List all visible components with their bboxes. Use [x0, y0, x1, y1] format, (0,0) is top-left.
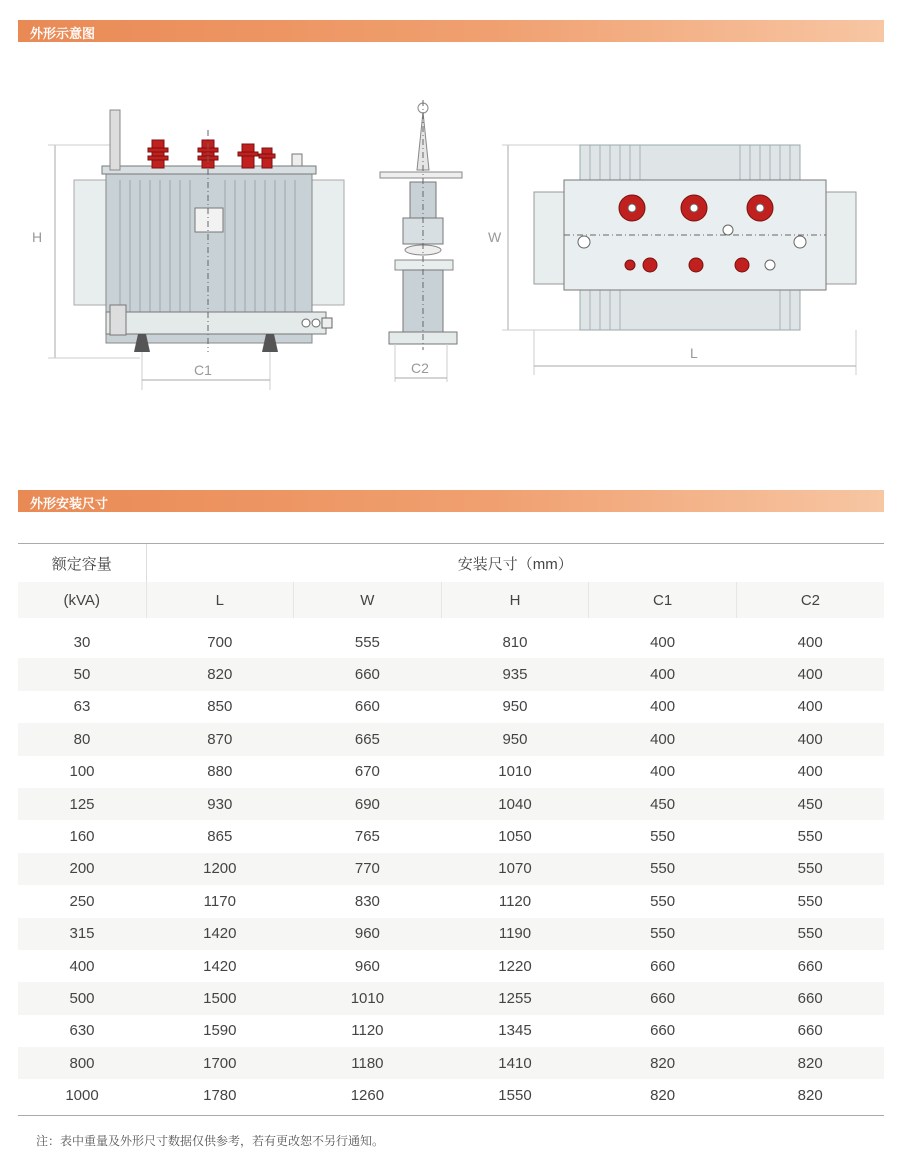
dimension-cell: 930 [146, 788, 294, 820]
dimension-cell: 550 [589, 853, 737, 885]
column-header-c2: C2 [736, 582, 884, 618]
dimension-cell: 880 [207, 763, 233, 781]
front-view-diagram [30, 90, 360, 390]
table-header-row-1 [18, 544, 884, 582]
rated-capacity-cell: 500 [18, 982, 146, 1014]
table-row [18, 658, 884, 690]
rated-capacity-cell: 200 [18, 853, 146, 885]
dimension-cell: 770 [294, 853, 442, 885]
dimension-cell: 1500 [146, 982, 294, 1014]
column-header-c1: C1 [589, 582, 737, 618]
section-header-outline [18, 20, 884, 42]
dimension-cell: 660 [650, 1022, 676, 1040]
table-body [18, 618, 884, 1112]
dimension-cell: 1700 [146, 1047, 294, 1079]
dimension-cell: 935 [441, 658, 589, 690]
dimension-cell: 660 [797, 1022, 823, 1040]
dimension-cell: 1410 [441, 1047, 589, 1079]
dimension-cell: 550 [650, 892, 676, 910]
dimension-cell: 660 [650, 957, 676, 975]
table-row [18, 853, 884, 885]
side-view-diagram [375, 100, 465, 390]
dimension-cell: 400 [589, 723, 737, 755]
front-h-label: H [32, 229, 43, 245]
dimension-cell: 550 [736, 853, 884, 885]
dimension-cell: 670 [354, 763, 380, 781]
table-row [18, 723, 884, 755]
column-header-l: L [146, 582, 294, 618]
dimension-cell: 1180 [294, 1047, 442, 1079]
dimension-cell: 550 [736, 918, 884, 950]
dimension-cell: 1200 [146, 853, 294, 885]
table-row [18, 1079, 884, 1111]
dimension-cell: 1070 [441, 853, 589, 885]
dimension-cell: 555 [354, 633, 380, 651]
table-row [18, 982, 884, 1014]
rated-capacity-cell: 50 [18, 658, 146, 690]
dimension-cell: 765 [354, 828, 380, 846]
dimension-cell: 700 [207, 633, 233, 651]
dimension-cell: 1220 [498, 957, 532, 975]
dimension-cell: 660 [797, 957, 823, 975]
dimension-cell: 850 [207, 698, 233, 716]
dimension-cell: 1780 [203, 1087, 237, 1105]
dimension-cell: 1170 [203, 892, 236, 910]
section-header-dimensions [18, 490, 884, 512]
dimension-cell: 400 [797, 633, 823, 651]
rated-capacity-cell: 30 [73, 633, 91, 651]
dimension-cell: 820 [797, 1087, 823, 1105]
dimension-cell: 1050 [498, 828, 532, 846]
rated-capacity-cell: 250 [69, 892, 95, 910]
table-row [18, 691, 884, 723]
dimension-cell: 665 [294, 723, 442, 755]
rated-capacity-cell: 800 [18, 1047, 146, 1079]
table-row [18, 885, 884, 917]
dimension-cell: 400 [736, 723, 884, 755]
install-dims-header: 安装尺寸（mm） [146, 544, 884, 582]
dimension-cell: 960 [354, 957, 380, 975]
dimension-cell: 400 [589, 658, 737, 690]
dimension-cell: 450 [589, 788, 737, 820]
top-w-label: W [488, 229, 502, 245]
dimension-cell: 690 [294, 788, 442, 820]
table-row [18, 820, 884, 852]
rated-capacity-unit: (kVA) [18, 582, 146, 618]
dimension-cell: 810 [502, 633, 528, 651]
column-header-h: H [441, 582, 589, 618]
dimension-cell: 660 [294, 658, 442, 690]
dimension-cell: 400 [650, 763, 676, 781]
rated-capacity-cell: 100 [69, 763, 95, 781]
dimension-cell: 820 [736, 1047, 884, 1079]
dimension-cell: 1010 [294, 982, 442, 1014]
dimension-cell: 1120 [498, 892, 532, 910]
dimension-cell: 1345 [498, 1022, 532, 1040]
dimension-cell: 660 [354, 698, 380, 716]
dimension-cell: 1420 [203, 957, 237, 975]
dimension-cell: 400 [797, 763, 823, 781]
rated-capacity-cell: 1000 [65, 1087, 99, 1105]
front-c1-label: C1 [194, 362, 212, 378]
dimension-cell: 820 [589, 1047, 737, 1079]
dimension-cell: 1550 [498, 1087, 532, 1105]
dimension-cell: 1010 [498, 763, 532, 781]
dimension-cell: 400 [650, 633, 676, 651]
dimension-cell: 550 [797, 892, 823, 910]
table-row [18, 918, 884, 950]
dimension-cell: 820 [146, 658, 294, 690]
section-title-dimensions: 外形安装尺寸 [30, 497, 109, 512]
rated-capacity-cell: 63 [73, 698, 91, 716]
dimension-cell: 550 [797, 828, 823, 846]
rated-capacity-cell: 630 [69, 1022, 95, 1040]
dimension-cell: 820 [650, 1087, 676, 1105]
top-view-diagram [480, 130, 870, 380]
rated-capacity-cell: 315 [18, 918, 146, 950]
column-header-w: W [294, 582, 442, 618]
rated-capacity-header: 额定容量 [51, 555, 112, 573]
table-row [18, 756, 884, 788]
table-row [18, 1047, 884, 1079]
dimension-cell: 830 [354, 892, 380, 910]
dimension-cell: 1190 [441, 918, 589, 950]
table-row [18, 618, 884, 658]
table-row [18, 1015, 884, 1047]
table-row [18, 950, 884, 982]
dimension-cell: 865 [207, 828, 233, 846]
rated-capacity-cell: 125 [18, 788, 146, 820]
dimension-cell: 450 [736, 788, 884, 820]
dimension-cell: 400 [650, 698, 676, 716]
dimension-cell: 960 [294, 918, 442, 950]
dimension-cell: 870 [146, 723, 294, 755]
section-title-outline: 外形示意图 [30, 27, 96, 42]
dimensions-table [18, 544, 884, 1112]
dimension-cell: 1255 [441, 982, 589, 1014]
dimension-cell: 1420 [146, 918, 294, 950]
dimension-cell: 660 [589, 982, 737, 1014]
dimension-cell: 1040 [441, 788, 589, 820]
table-row [18, 788, 884, 820]
dimension-cell: 660 [736, 982, 884, 1014]
outline-diagrams [0, 90, 900, 400]
dimension-cell: 400 [797, 698, 823, 716]
top-l-label: L [690, 345, 698, 361]
dimension-cell: 550 [589, 918, 737, 950]
dimension-cell: 1120 [351, 1022, 384, 1040]
side-c2-label: C2 [411, 360, 429, 376]
rated-capacity-cell: 80 [18, 723, 146, 755]
dimension-cell: 950 [441, 723, 589, 755]
dimension-cell: 950 [502, 698, 528, 716]
rated-capacity-cell: 160 [69, 828, 95, 846]
dimension-cell: 400 [736, 658, 884, 690]
table-bottom-rule [18, 1115, 884, 1116]
dimension-cell: 550 [650, 828, 676, 846]
table-header-row-2 [18, 582, 884, 618]
footnote: 注：表中重量及外形尺寸数据仅供参考，若有更改恕不另行通知。 [36, 1134, 385, 1148]
dimension-cell: 1260 [350, 1087, 385, 1105]
rated-capacity-cell: 400 [69, 957, 95, 975]
dimension-cell: 1590 [203, 1022, 237, 1040]
